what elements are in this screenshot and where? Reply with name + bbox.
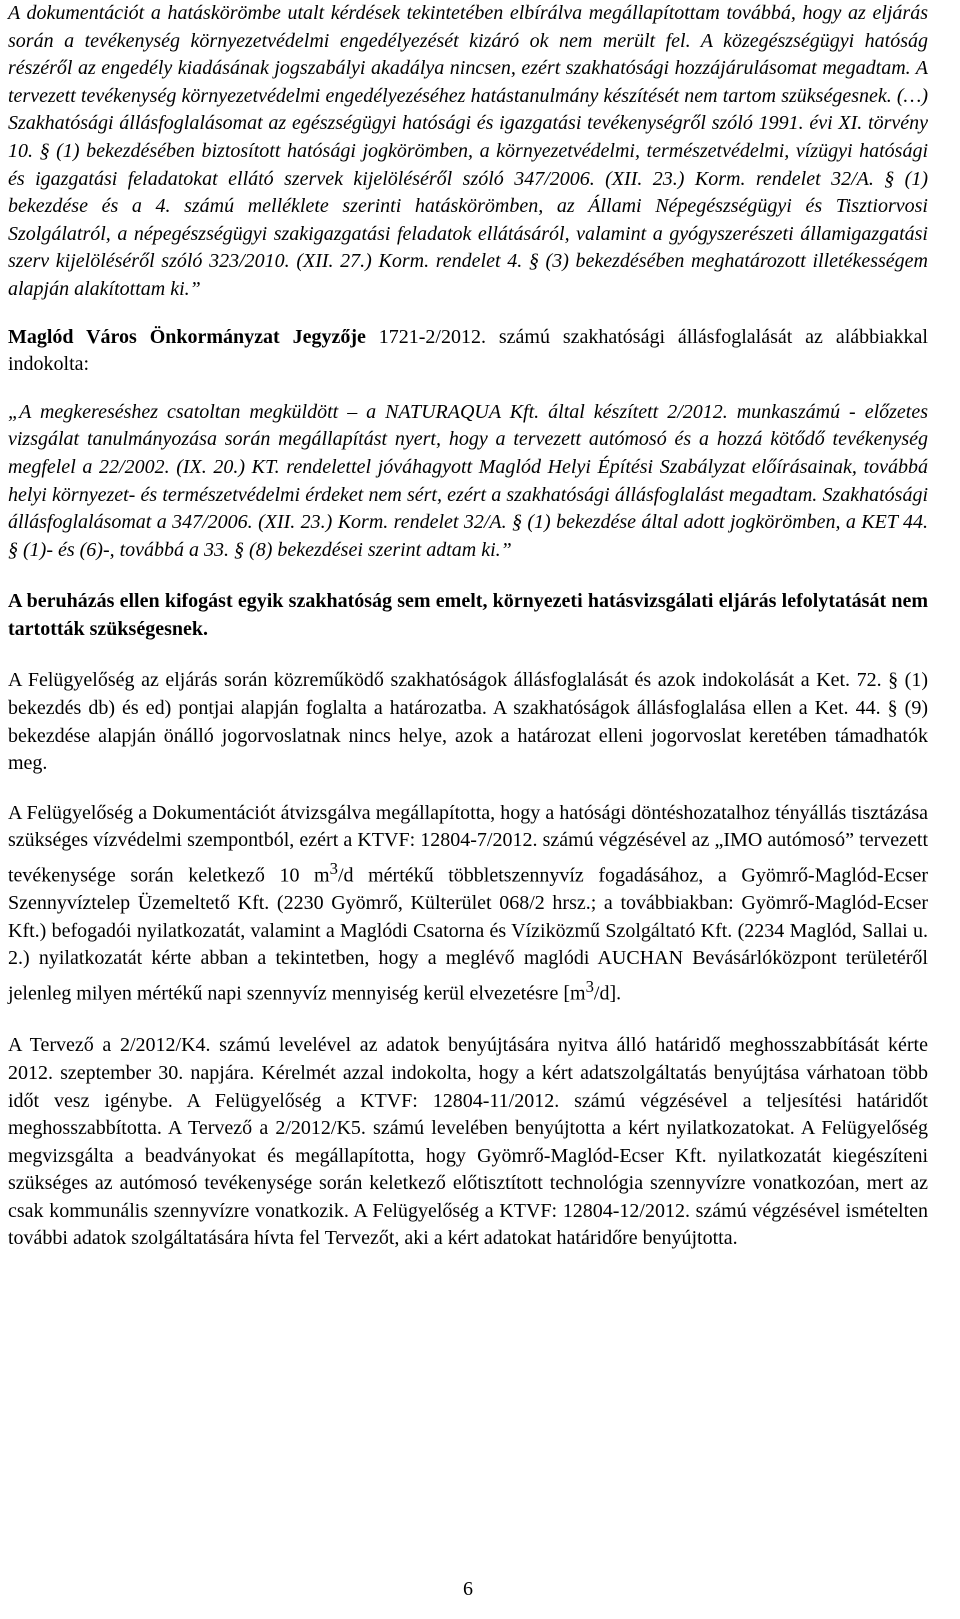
page-number: 6 (463, 1578, 473, 1600)
superscript-3b: 3 (585, 977, 594, 997)
fact-finding-text-3: /d]. (593, 982, 622, 1005)
no-objection-statement: A beruházás ellen kifogást egyik szakhatóság sem emelt, környezeti hatásvizsgálati eljárás lefolytatását nem tartották szükségesnek. (8, 590, 928, 640)
maglod-notary-intro (8, 324, 928, 379)
fact-finding-text-1: A Felügyelőség a Dokumentációt átvizsgálva megállapította, hogy a hatósági döntéshozatalhoz tényállás tisztázása szükséges vízvédelmi szempontból, ezért a KTVF: 12804-7/2012. számú végzésével az „IMO autómosó” tervezett tevékenysége során keletkező 10 m (8, 801, 928, 887)
superscript-3: 3 (329, 859, 338, 879)
quoted-health-authority-opinion: A dokumentációt a hatáskörömbe utalt kérdések tekintetében elbírálva megállapítottam továbbá, hogy az eljárás során a tevékenység környezetvédelmi engedélyezését kizáró ok nem merült fel. A közegészségügyi hatóság részéről az engedély kiadásának jogszabályi akadálya nincsen, ezért szakhatósági hozzájárulásomat megadtam. A tervezett tevékenység környezetvédelmi engedélyezéséhez hatástanulmány készítését nem tartom szükségesnek. (…) Szakhatósági állásfoglalásomat az egészségügyi hatósági és igazgatási tevékenységről szóló 1991. évi XI. törvény 10. § (1) bekezdésében biztosított hatósági jogkörömben, a környezetvédelmi, természetvédelmi, vízügyi hatósági és igazgatási feladatokat ellátó szervek kijelöléséről szóló 347/2006. (XII. 23.) Korm. rendelet 32/A. § (1) bekezdése és a 4. számú melléklete szerinti hatáskörömben, az Állami Népegészségügyi és Tisztiorvosi Szolgálatról, a népegészségügyi szakigazgatási feladatok ellátásáról, valamint a gyógyszerészeti államigazgatási szerv kijelöléséről szóló 323/2010. (XII. 27.) Korm. rendelet 4. § (3) bekezdésében meghatározott illetékességem alapján alakítottam ki.” (8, 2, 928, 300)
inspectorate-opinion-paragraph: A Felügyelőség az eljárás során közreműködő szakhatóságok állásfoglalását és azok indokolását a Ket. 72. § (1) bekezdés db) és ed) pontjai alapján foglalta a határozatba. A szakhatóságok állásfoglalása ellen a Ket. 44. § (9) bekezdése alapján önálló jogorvoslatnak nincs helye, azok a határozat elleni jogorvoslat keretében támadhatók meg. (8, 669, 928, 775)
quoted-notary-opinion: „A megkereséshez csatoltan megküldött – a NATURAQUA Kft. által készített 2/2012. munkaszámú - előzetes vizsgálat tanulmányozása során megállapítást nyert, hogy a tervezett autómosó és a hozzá kötődő tevékenység megfelel a 22/2002. (IX. 20.) KT. rendelettel jóváhagyott Maglód Helyi Építési Szabályzat előírásainak, továbbá helyi környezet- és természetvédelmi érdeket nem sért, ezért a szakhatósági állásfoglalást megadtam. Szakhatósági állásfoglalásomat a 347/2006. (XII. 23.) Korm. rendelet 32/A. § (1) bekezdése által adott jogkörömben, a KET 44. § (1)- és (6)-, továbbá a 33. § (8) bekezdései szerint adtam ki.” (8, 400, 928, 561)
authority-name: Maglód Város Önkormányzat Jegyzője (8, 325, 366, 348)
authority-intro-text: 1721-2/2012. számú szakhatósági állásfoglalását az alábbiakkal indokolta: (8, 325, 928, 376)
deadline-extension-paragraph: A Tervező a 2/2012/K4. számú levelével az adatok benyújtására nyitva álló határidő meghosszabbítását kérte 2012. szeptember 30. napjára. Kérelmét azzal indokolta, hogy a kért adatszolgáltatás benyújtása várhatoan több időt vesz igénybe. A Felügyelőség a KTVF: 12804-11/2012. számú végzésével a teljesítési határidőt meghosszabbította. A Tervező a 2/2012/K5. számú levelében benyújtotta a kért nyilatkozatokat. A Felügyelőség megvizsgálta a beadványokat és megállapította, hogy Gyömrő-Maglód-Ecser Kft. nyilatkozatát kiegészíteni szükséges az autómosó tevékenysége során keletkező előtisztított technológia szennyvízre vonatkozóan, mert az csak kommunális szennyvízre vonatkozik. A Felügyelőség a KTVF: 12804-12/2012. számú végzésével ismételten további adatok szolgáltatására hívta fel Tervezőt, aki a kért adatokat határidőre benyújtotta. (8, 1034, 928, 1250)
fact-finding-paragraph (8, 800, 928, 1008)
fact-finding-text-2: /d mértékű többletszennyvíz fogadásához, a Gyömrő-Maglód-Ecser Szennyvíztelep Üzemeltető Kft. (2230 Gyömrő, Külterület 068/2 hrsz.; a továbbiakban: Gyömrő-Maglód-Ecser Kft.) befogadói nyilatkozatát, valamint a Maglódi Csatorna és Víziközmű Szolgáltató Kft. (2234 Maglód, Sallai u. 2.) nyilatkozatát kérte abban a tekintetben, hogy a meglévő maglódi AUCHAN Bevásárlóközpont területéről jelenleg milyen mértékű napi szennyvíz mennyiség kerül elvezetésre [m (8, 864, 928, 1005)
document-page (8, 0, 928, 1253)
